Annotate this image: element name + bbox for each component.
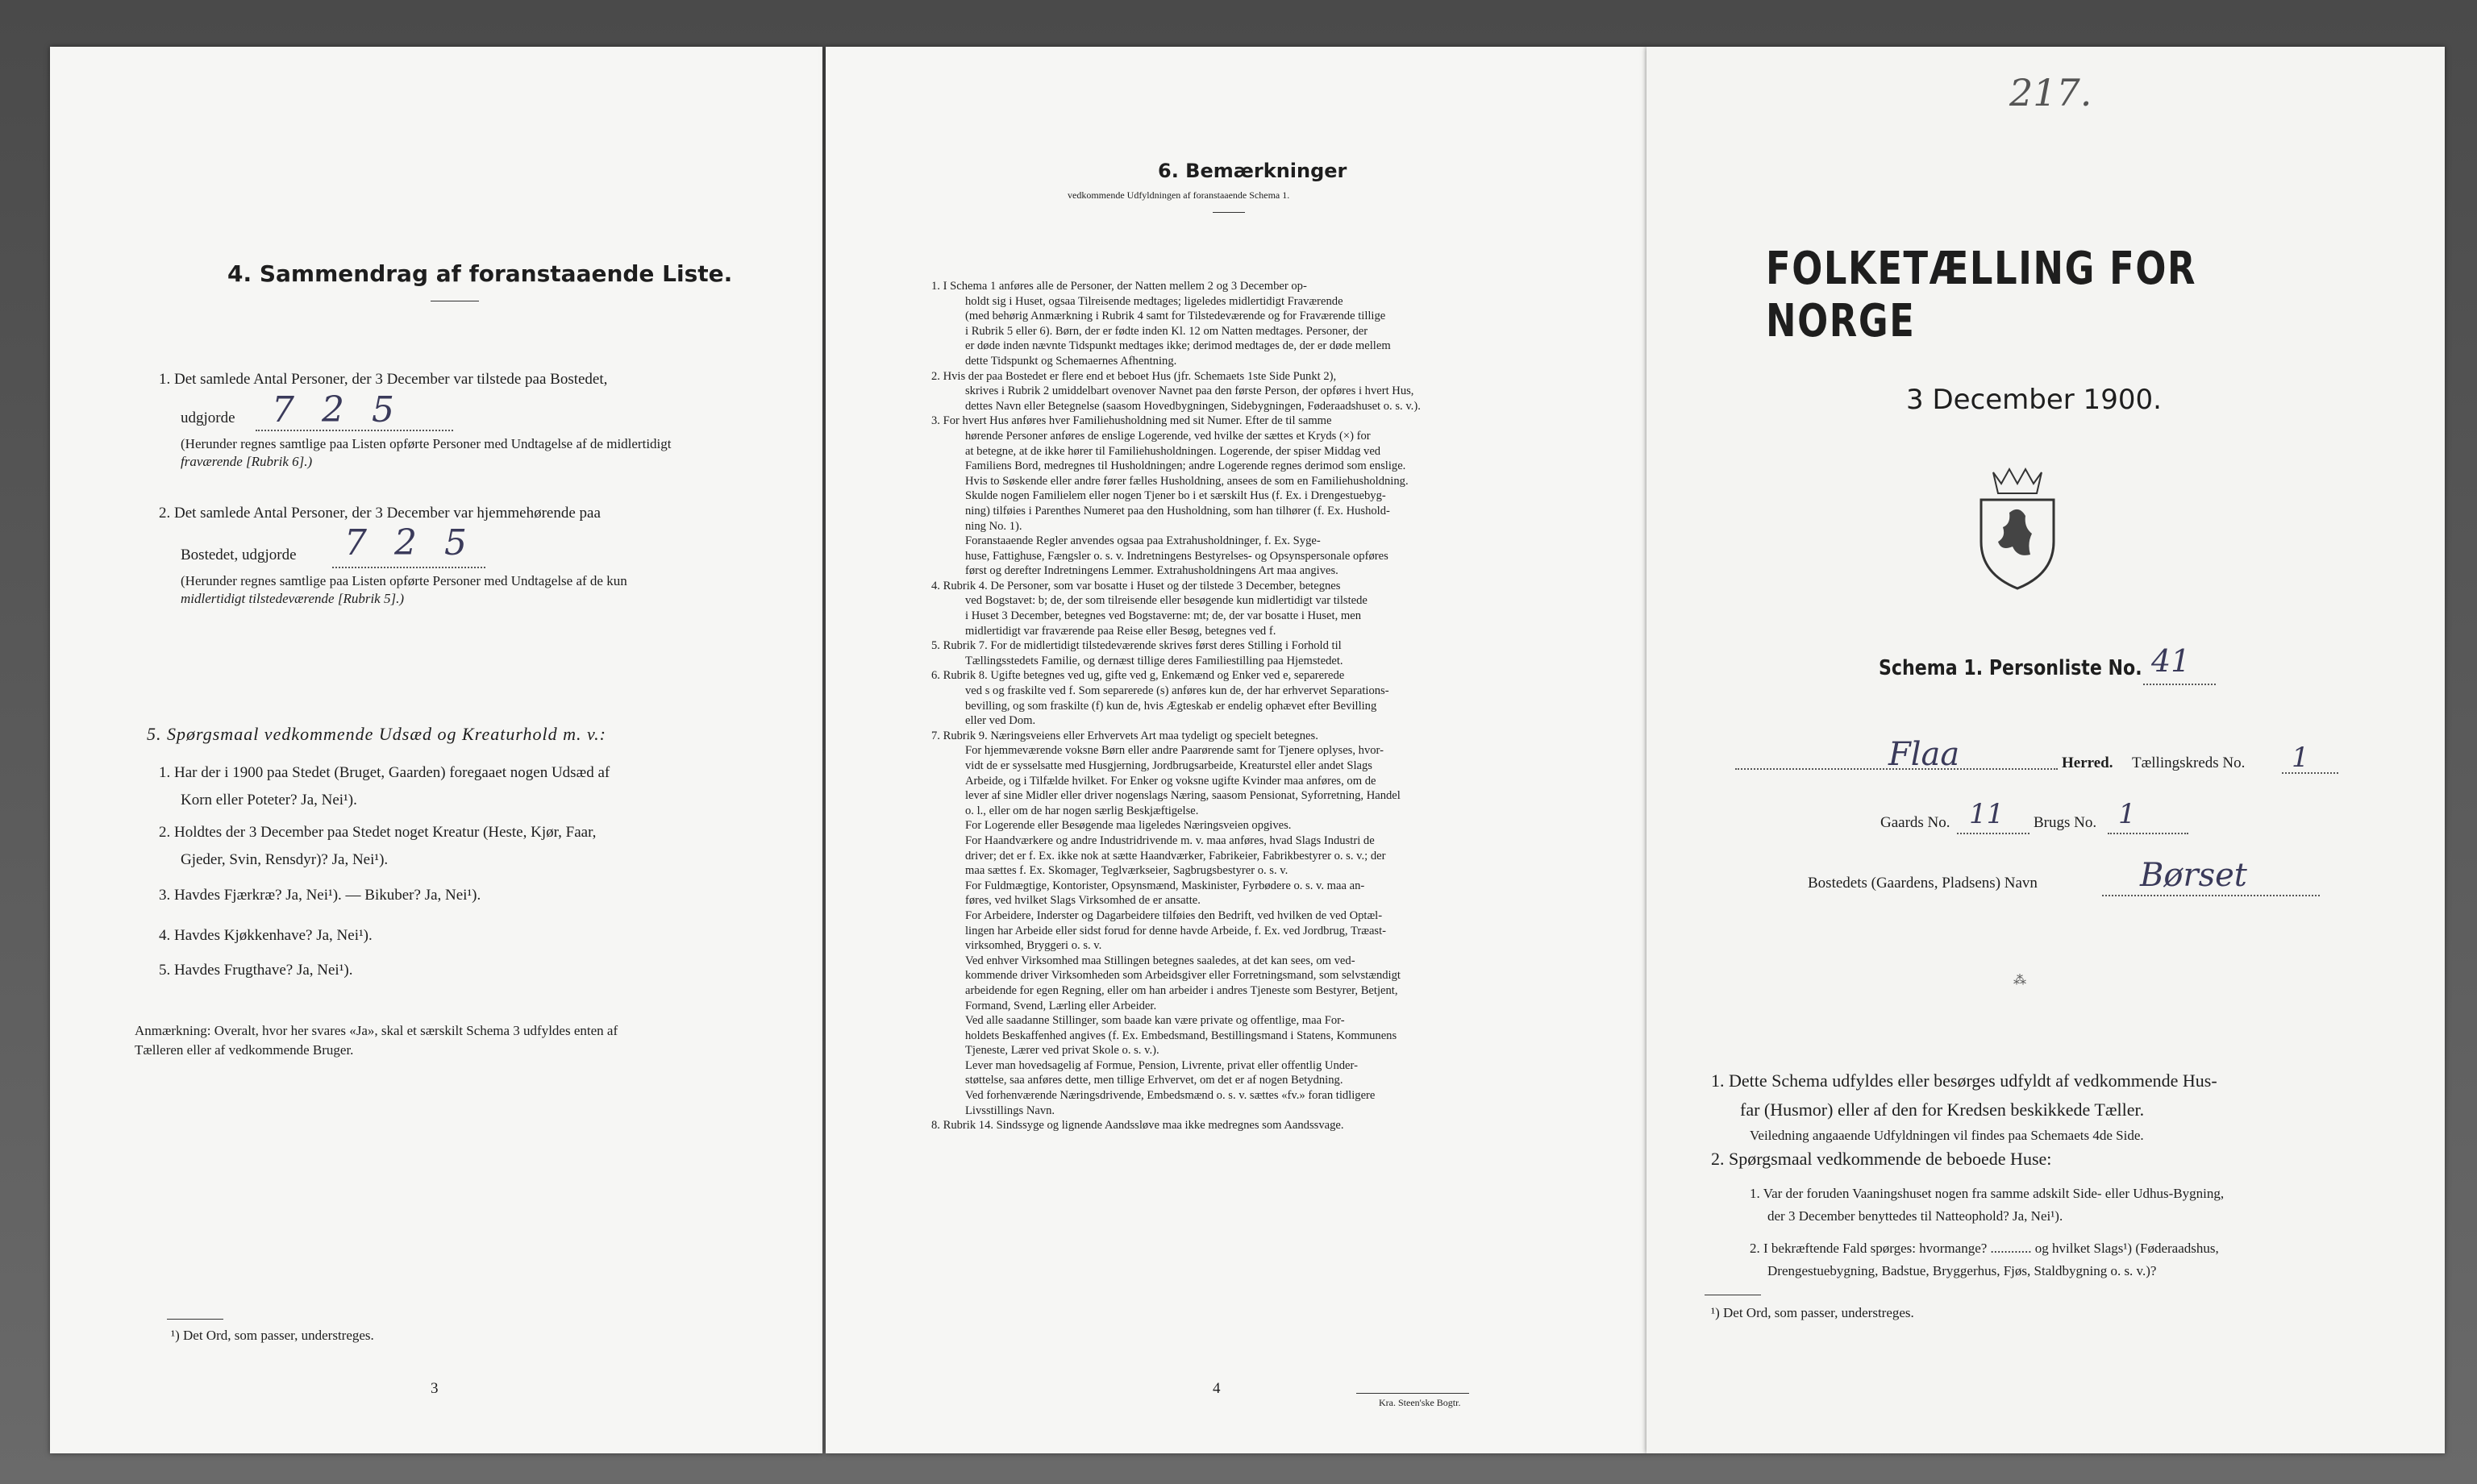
question-4: 4. Havdes Kjøkkenhave? Ja, Nei¹). (159, 927, 373, 944)
brugs-line (2108, 833, 2188, 834)
printer-rule (1356, 1393, 1469, 1394)
archive-number: 217. (2009, 71, 2092, 114)
instruction-1: 1. Dette Schema udfyldes eller besørges udfyldt af vedkommende Hus- (1711, 1070, 2217, 1091)
question-1-cont: Korn eller Poteter? Ja, Nei¹). (181, 792, 357, 809)
remark-line: Foranstaaende Regler anvendes ogsaa paa Extrahusholdninger, f. Ex. Syge- (965, 534, 1321, 548)
remark-line: ved Bogstavet: b; de, der som tilreisende eller besøgende kun midlertidigt var tilstede (965, 594, 1368, 608)
brugs-value: 1 (2118, 798, 2136, 830)
instruction-1-cont: far (Husmor) eller af den for Kredsen beskikkede Tæller. (1740, 1099, 2145, 1120)
remark-line: Ved alle saadanne Stillinger, som baade kan være private og offentlige, maa For- (965, 1014, 1345, 1028)
remark-line: 1. I Schema 1 anføres alle de Personer, der Natten mellem 2 og 3 December op- (931, 280, 1307, 293)
remark-line: Livsstillings Navn. (965, 1104, 1055, 1117)
remark-line: 5. Rubrik 7. For de midlertidigt tilstedeværende skrives først deres Stilling i Forhold til (931, 639, 1342, 653)
bosted-value: Børset (2140, 857, 2247, 894)
remark-line: huse, Fattighuse, Fængsler o. s. v. Indretningens Bestyrelses- og Opsynspersonale opføres (965, 549, 1388, 563)
remark-line: For Haandværkere og andre Industridrivende m. v. maa anføres, hvad Slags Industri de (965, 833, 1375, 847)
remark-line: virksomhed, Bryggeri o. s. v. (965, 939, 1102, 953)
remark-line: 2. Hvis der paa Bostedet er flere end et beboet Hus (jfr. Schemaets 1ste Side Punkt 2), (931, 369, 1337, 383)
herred-value: Flaa (1888, 736, 1960, 773)
bosted-line (2102, 895, 2320, 896)
kreds-label: Tællingskreds No. (2132, 754, 2246, 771)
remark-line: For hjemmeværende voksne Børn eller andre Paarørende samt for Tjenere oplyses, hvor- (965, 744, 1384, 758)
footnote: ¹) Det Ord, som passer, understreges. (171, 1328, 374, 1343)
remark-line: Familiens Bord, medregnes til Husholdningen; andre Logerende regnes derimod som enslige. (965, 459, 1406, 473)
summary-item-1-note: (Herunder regnes samtlige paa Listen opførte Personer med Undtagelse af de midlertidigt (181, 436, 672, 451)
remark-line: holdets Beskaffenhed angives (f. Ex. Embedsmand, Bestillingsmand i Statens, Kommunens (965, 1029, 1397, 1042)
house-question-1: 1. Var der foruden Vaaningshuset nogen fra samme adskilt Side- eller Udhus-Bygning, (1750, 1186, 2225, 1201)
instruction-1-note: Veiledning angaaende Udfyldningen vil findes paa Schemaets 4de Side. (1750, 1128, 2144, 1143)
house-question-1-cont: der 3 December benyttedes til Natteophold? Ja, Nei¹). (1767, 1208, 2063, 1224)
resident-count-line (332, 567, 485, 568)
heading-rule (1213, 212, 1245, 213)
remark-line: For Logerende eller Besøgende maa ligeledes Næringsveien opgives. (965, 819, 1292, 833)
remark-line: 3. For hvert Hus anføres hver Familiehusholdning med sit Numer. Efter de til samme (931, 414, 1332, 428)
remark-line: Tjeneste, Lærer ved privat Skole o. s. v.). (965, 1044, 1159, 1058)
remark-line: Ved forhenværende Næringsdrivende, Embedsmænd o. s. v. sættes «fv.» foran tidligere (965, 1089, 1376, 1103)
house-question-2-cont: Drengestuebygning, Badstue, Bryggerhus, Fjøs, Staldbygning o. s. v.)? (1767, 1263, 2157, 1278)
remark-line: Lever man hovedsagelig af Formue, Pension, Livrente, privat eller offentlig Under- (965, 1058, 1358, 1072)
remarks-subheading: vedkommende Udfyldningen af foranstaaende Schema 1. (1068, 189, 1290, 201)
remark-cont: Tælleren eller af vedkommende Bruger. (135, 1042, 354, 1058)
remark-line: ning) tilføies i Parenthes Numeret paa den Husholdning, som han tilhører (f. Ex. Hushold- (965, 504, 1390, 518)
remark-line: holdt sig i Huset, ogsaa Tilreisende medtages; ligeledes midlertidigt Fraværende (965, 294, 1343, 308)
remark-line: Formand, Svend, Lærling eller Arbeider. (965, 999, 1157, 1012)
kreds-line (2282, 772, 2338, 774)
remark-line: lingen har Arbeide eller sidst forud for denne havde Arbeide, f. Ex. ved Jordbrug, Træast- (965, 924, 1387, 937)
section5-heading: 5. Spørgsmaal vedkommende Udsæd og Kreaturhold m. v.: (147, 724, 606, 744)
remark-line: Ved enhver Virksomhed maa Stillingen betegnes saaledes, at det kan sees, om ved- (965, 954, 1355, 967)
question-2: 2. Holdtes der 3 December paa Stedet noget Kreatur (Heste, Kjør, Faar, (159, 824, 597, 841)
remark-line: 6. Rubrik 8. Ugifte betegnes ved ug, gifte ved g, Enkemænd og Enker ved e, separerede (931, 669, 1345, 683)
remark-line: 8. Rubrik 14. Sindssyge og lignende Aandssløve maa ikke medregnes som Aandssvage. (931, 1119, 1344, 1133)
kreds-value: 1 (2292, 742, 2309, 774)
remark-line: lever af sine Midler eller driver nogenslags Næring, saasom Pensionat, Syforretning, Handel (965, 789, 1401, 803)
present-count: 7 2 5 (272, 389, 402, 430)
herred-label: Herred. (2062, 754, 2113, 771)
remark-line: i Huset 3 December, betegnes ved Bogstaverne: mt; de, der var bosatte i Huset, men (965, 609, 1361, 623)
remark-line: midlertidigt var fraværende paa Reise eller Besøg, betegnes ved f. (965, 624, 1276, 638)
footnote-rule (167, 1319, 223, 1320)
remark-line: er døde inden nævnte Tidspunkt medtages ikke; derimod medtages de, der er døde mellem (965, 339, 1391, 353)
gaards-label: Gaards No. (1880, 814, 1950, 831)
remark-line: driver; det er f. Ex. ikke nok at sætte Haandværker, Fabrikeier, Fabrikbestyrer o. s. v.; der (965, 849, 1386, 863)
summary-item-2: 2. Det samlede Antal Personer, der 3 December var hjemmehørende paa (159, 505, 601, 522)
remark-line: Hvis to Søskende eller andre fører fælles Husholdning, ansees de som en Familiehusholdning. (965, 474, 1409, 488)
question-3: 3. Havdes Fjærkræ? Ja, Nei¹). — Bikuber? Ja, Nei¹). (159, 887, 481, 904)
middle-page (826, 47, 1646, 1453)
bosted-label: Bostedets (Gaardens, Pladsens) Navn (1808, 875, 2038, 892)
gaards-line (1957, 833, 2029, 834)
remark-line: Skulde nogen Familielem eller nogen Tjener bo i et særskilt Hus (f. Ex. i Drengestuebyg- (965, 489, 1386, 503)
summary-item-2-note: (Herunder regnes samtlige paa Listen opførte Personer med Undtagelse af de kun (181, 573, 627, 588)
remark-line: støttelse, saa anføres dette, men tillige Erhvervet, om det er af nogen Betydning. (965, 1074, 1343, 1087)
present-count-line (256, 430, 453, 431)
remark-line: at betegne, at de ikke hører til Familiehusholdningen. Logerende, der spiser Middag ved (965, 444, 1381, 458)
house-question-2: 2. I bekræftende Fald spørges: hvormange? ............ og hvilket Slags¹) (Føderaadshus, (1750, 1241, 2219, 1256)
remark-line: ning No. 1). (965, 519, 1022, 533)
remark-line: dette Tidspunkt og Schemaernes Afhentning. (965, 354, 1177, 368)
remark-line: vidt de er sysselsatte med Husgjerning, Jordbrugsarbeide, Kreaturstel eller andet Slags (965, 759, 1372, 772)
remarks-list (931, 279, 1555, 1133)
remark-line: i Rubrik 5 eller 6). Børn, der er fødte inden Kl. 12 om Natten medtages. Personer, der (965, 324, 1368, 338)
remarks-heading: 6. Bemærkninger (1158, 160, 1347, 182)
remark-line: arbeidende for egen Regning, eller om han arbeider i andres Tjeneste som Bestyrer, Betjent, (965, 983, 1398, 997)
printer-imprint: Kra. Steen'ske Bogtr. (1379, 1397, 1461, 1408)
remark-line: o. l., eller om de har nogen særlig Beskjæftigelse. (965, 804, 1199, 817)
remark-line: 7. Rubrik 9. Næringsveiens eller Erhvervets Art maa tydeligt og specielt betegnes. (931, 729, 1318, 742)
remark-line: først og derefter Indretningens Lemmer. Extrahusholdningens Art maa angives. (965, 564, 1338, 578)
personliste-number: 41 (2151, 643, 2191, 679)
remark-line: For Fuldmægtige, Kontorister, Opsynsmænd, Maskinister, Fyrbødere o. s. v. maa an- (965, 879, 1365, 892)
instruction-2: 2. Spørgsmaal vedkommende de beboede Huse: (1711, 1149, 2052, 1169)
remark-line: 4. Rubrik 4. De Personer, som var bosatte i Huset og der tilstede 3 December, betegnes (931, 579, 1341, 592)
page-number: 3 (431, 1380, 439, 1397)
remark-line: (med behørig Anmærkning i Rubrik 4 samt for Tilstedeværende og for Fraværende tillige (965, 310, 1386, 323)
remark-line: Tællingsstedets Familie, og dernæst tillige deres Familiestilling paa Hjemstedet. (965, 654, 1343, 667)
census-date: 3 December 1900. (1906, 384, 2162, 416)
schema-label: Schema 1. Personliste No. (1879, 656, 2142, 680)
remark-line: eller ved Dom. (965, 714, 1036, 728)
coat-of-arms-icon (1969, 464, 2066, 592)
footnote: ¹) Det Ord, som passer, understreges. (1711, 1305, 1914, 1320)
remark-line: kommende driver Virksomheden som Arbeidsgiver eller Forretningsmand, som selvstændigt (965, 969, 1401, 983)
summary-item-1-note-2: fraværende [Rubrik 6].) (181, 454, 313, 469)
remark-line: dettes Navn eller Betegnelse (saasom Hovedbygningen, Sidebygningen, Føderaadshuset o. s. v.). (965, 399, 1421, 413)
page-number: 4 (1213, 1380, 1221, 1397)
remark-line: bevilling, og som fraskilte (f) kun de, hvis Ægteskab er endelig ophævet efter Bevilling (965, 699, 1377, 713)
brugs-label: Brugs No. (2034, 814, 2097, 831)
question-1: 1. Har der i 1900 paa Stedet (Bruget, Gaarden) foregaaet nogen Udsæd af (159, 764, 610, 781)
question-2-cont: Gjeder, Svin, Rensdyr)? Ja, Nei¹). (181, 851, 389, 868)
section4-heading: 4. Sammendrag af foranstaaende Liste. (227, 260, 733, 287)
remark-line: ved s og fraskilte ved f. Som separerede (s) anføres kun de, der har erhvervet Separations- (965, 684, 1389, 698)
form-title: FOLKETÆLLING FOR NORGE (1766, 243, 2197, 347)
gaards-value: 11 (1969, 798, 2004, 830)
ornament: ⁂ (2013, 974, 2026, 987)
remark-line: føres, ved hvilket Slags Virksomhed de er ansatte. (965, 894, 1201, 908)
remark-line: maa sættes f. Ex. Skomager, Teglværkseier, Sagbrugsbestyrer o. s. v. (965, 864, 1288, 878)
left-page (50, 47, 822, 1453)
remark-line: skrives i Rubrik 2 umiddelbart ovenover Navnet paa den første Person, der opføres i hvert Hus, (965, 385, 1414, 398)
resident-count: 7 2 5 (344, 522, 475, 563)
remark: Anmærkning: Overalt, hvor her svares «Ja», skal et særskilt Schema 3 udfyldes enten af (135, 1023, 618, 1038)
right-page (1646, 47, 2445, 1453)
summary-item-2-label: Bostedet, udgjorde (181, 547, 297, 563)
summary-item-1-label: udgjorde (181, 409, 235, 426)
remark-line: Arbeide, og i Tilfælde hvilket. For Enker og voksne ugifte Kvinder maa anføres, om de (965, 774, 1376, 788)
remark-line: For Arbeidere, Inderster og Dagarbeidere tilføies den Bedrift, ved hvilken de ved Optæl- (965, 908, 1383, 922)
question-5: 5. Havdes Frugthave? Ja, Nei¹). (159, 962, 353, 979)
summary-item-1: 1. Det samlede Antal Personer, der 3 December var tilstede paa Bostedet, (159, 371, 608, 388)
remark-line: hørende Personer anføres de enslige Logerende, ved hvilke der sættes et Kryds (×) for (965, 429, 1371, 443)
summary-item-2-note-2: midlertidigt tilstedeværende [Rubrik 5].) (181, 591, 404, 606)
personliste-number-line (2143, 684, 2216, 685)
